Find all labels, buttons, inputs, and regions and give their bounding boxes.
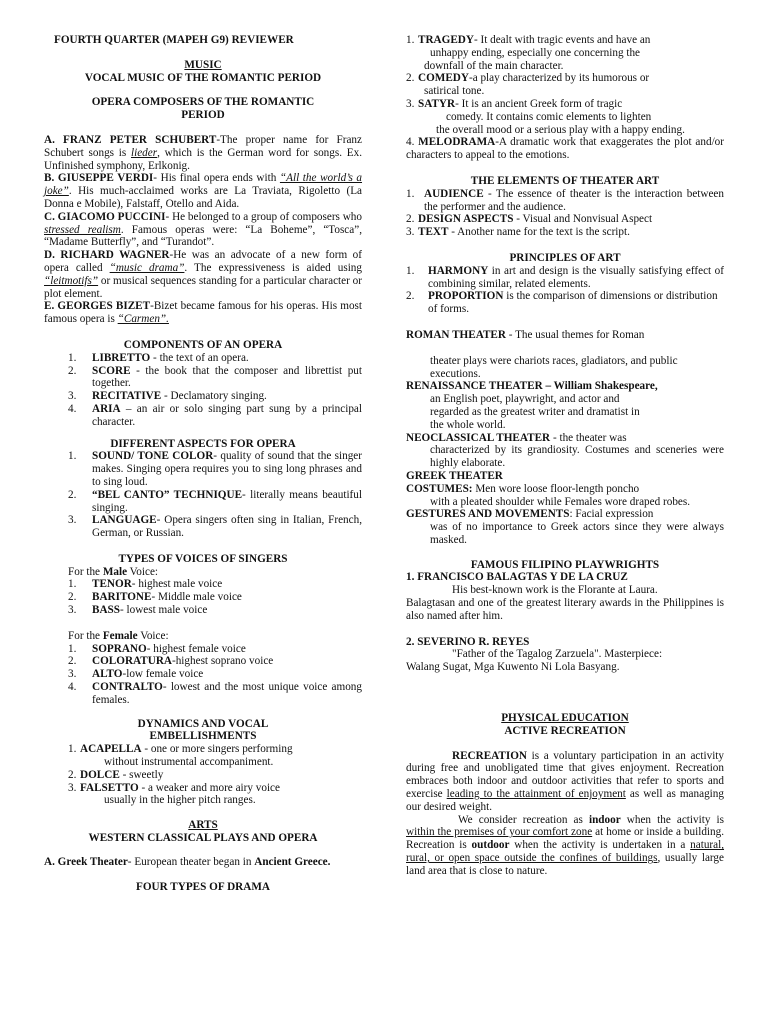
neoclassical-theater-text: characterized by its grandiosity. Costumes and sceneries were highly elaborate. [430, 444, 724, 470]
greek-gestures-text: was of no importance to Greek actors since they were always masked. [430, 521, 724, 546]
playwright-reyes: 2. SEVERINO R. REYES [406, 635, 530, 648]
right-column [406, 34, 724, 878]
drama-item-satyr: 3. SATYR- It is an ancient Greek form of tragic [406, 97, 623, 110]
drama-item-text: unhappy ending, especially one concerning the [430, 46, 641, 59]
dynamics-heading-2: EMBELLISHMENTS [149, 730, 257, 743]
greek-theater-intro: A. Greek Theater- European theater began in Ancient Greece. [44, 855, 331, 868]
opera-composers-heading: OPERA COMPOSERS OF THE ROMANTIC [91, 96, 315, 109]
playwright-reyes-text: "Father of the Tagalog Zarzuela". Masterpiece: [452, 648, 663, 661]
recreation-paragraph-2: We consider recreation as indoor when the activity is within the premises of your comfort zone at home or inside a building. Recreation is outdoor when the activity is undertaken in a natural, rural, or open space outside the confines of buildings, usually large land area that is close to nature. [406, 813, 725, 877]
list-item: 1. SOPRANO- highest female voice [68, 642, 246, 655]
female-voice-label: For the Female Voice: [68, 629, 169, 642]
element-text: 3. TEXT - Another name for the text is the script. [406, 226, 630, 239]
list-item: 3. FALSETTO - a weaker and more airy voice [68, 781, 280, 794]
roman-theater: ROMAN THEATER - The usual themes for Roman [406, 328, 645, 341]
neoclassical-theater: NEOCLASSICAL THEATER - the theater was [406, 431, 627, 444]
composer-bizet: E. GEORGES BIZET-Bizet became famous for his operas. His most famous opera is “Carmen”. [44, 300, 363, 326]
list-item-continuation: usually in the higher pitch ranges. [104, 794, 256, 807]
drama-item-melodrama: 4. MELODRAMA-A dramatic work that exaggerates the plot and/or characters to appeal to the emotions. [406, 136, 724, 162]
list-item: 2. SCORE - the book that the composer and librettist put together. [68, 364, 362, 390]
list-item: 3. LANGUAGE- Opera singers often sing in Italian, French, German, or Russian. [68, 514, 362, 540]
list-item: 2. COLORATURA-highest soprano voice [68, 655, 274, 668]
composer-puccini: C. GIACOMO PUCCINI- He belonged to a group of composers who stressed realism. Famous operas were: “La Boheme”, “Tosca”, “Madame Butterfly”, and “Turandot”. [44, 210, 362, 249]
drama-item-text: satirical tone. [424, 85, 485, 98]
greek-costumes-text: with a pleated shoulder while Females wore draped robes. [430, 495, 691, 508]
document-title: FOURTH QUARTER (MAPEH G9) REVIEWER [54, 34, 294, 46]
components-list [44, 352, 362, 429]
male-voice-label: For the Male Voice: [68, 565, 159, 578]
filipino-heading: FAMOUS FILIPINO PLAYWRIGHTS [470, 558, 660, 571]
principle-harmony: 1. HARMONY in art and design is the visually satisfying effect of combining similar, related elements. [406, 264, 724, 290]
renaissance-theater: RENAISSANCE THEATER – William Shakespeare, [406, 380, 658, 393]
dynamics-heading: DYNAMICS AND VOCAL [137, 717, 269, 730]
renaissance-theater-text: an English poet, playwright, and actor and regarded as the greatest writer and dramatist in the whole world. [430, 393, 640, 431]
aspects-heading: DIFFERENT ASPECTS FOR OPERA [110, 437, 296, 450]
drama-item-text: downfall of the main character. [424, 59, 564, 72]
music-heading: MUSIC [184, 58, 222, 71]
four-types-heading: FOUR TYPES OF DRAMA [136, 880, 270, 893]
playwright-reyes-text-2: Walang Sugat, Mga Kuwento Ni Lola Basyang. [406, 661, 620, 674]
roman-theater-text: theater plays were chariots races, gladiators, and public executions. [430, 354, 678, 380]
list-item: 4. ARIA – an air or solo singing part sung by a principal character. [68, 402, 362, 428]
left-column [44, 34, 362, 893]
recreation-paragraph-1: RECREATION is a voluntary participation in an activity during free and unobligated time that gives enjoyment. Recreation embraces both indoor and outdoor activities that refer to sports and exercise leading to the attainment of enjoyment as well as managing our desired weight. [406, 749, 724, 813]
list-item: 3. ALTO-low female voice [68, 668, 204, 681]
pe-heading: PHYSICAL EDUCATION [501, 712, 629, 725]
list-item: 1. SOUND/ TONE COLOR- quality of sound that the singer makes. Singing opera requires you to sing long phrases and to sing loud. [68, 450, 362, 488]
greek-gestures: GESTURES AND MOVEMENTS: Facial expression [406, 508, 654, 521]
drama-item-tragedy: 1. TRAGEDY- It dealt with tragic events and have an [406, 34, 651, 46]
playwright-balagtas-text-2: Balagtasan and one of the greatest literary awards in the Philippines is also named after him. [406, 597, 724, 622]
list-item: 2. BARITONE- Middle male voice [68, 591, 242, 604]
principles-heading: PRINCIPLES OF ART [509, 251, 621, 264]
list-item: 2. “BEL CANTO” TECHNIQUE- literally means beautiful singing. [68, 488, 362, 514]
playwright-balagtas-text: His best-known work is the Florante at Laura. [452, 584, 658, 597]
opera-composers-heading-2: PERIOD [181, 109, 225, 122]
arts-heading: ARTS [188, 819, 218, 832]
element-audience: 1. AUDIENCE - The essence of theater is the interaction between the performer and the audience. [406, 187, 724, 213]
list-item: 4. CONTRALTO- lowest and the most unique voice among females. [68, 681, 362, 706]
composer-verdi: B. GIUSEPPE VERDI- His final opera ends with “All the world’s a joke”. His much-acclaimed works are La Traviata, Rigoletto (La Donna e Mobile), Falstaff, Otello and Aida. [44, 172, 363, 210]
aspects-list [44, 450, 362, 540]
greek-theater-heading: GREEK THEATER [406, 469, 503, 482]
drama-item-text: the overall mood or a serious play with a happy ending. [436, 123, 685, 136]
active-recreation-heading: ACTIVE RECREATION [504, 724, 626, 737]
vocal-music-heading: VOCAL MUSIC OF THE ROMANTIC PERIOD [84, 71, 322, 84]
list-item: 2. DOLCE - sweetly [68, 768, 164, 781]
list-item: 1. LIBRETTO - the text of an opera. [68, 351, 249, 364]
components-heading: COMPONENTS OF AN OPERA [123, 338, 283, 351]
drama-item-comedy: 2. COMEDY-a play characterized by its humorous or [406, 72, 650, 85]
composer-schubert: A. FRANZ PETER SCHUBERT-The proper name for Franz Schubert songs is lieder, which is the German word for songs. Ex. Unfinished symphony, Erlkonig. [44, 133, 363, 172]
western-plays-heading: WESTERN CLASSICAL PLAYS AND OPERA [88, 832, 318, 845]
drama-item-text: comedy. It contains comic elements to lighten [446, 110, 652, 123]
voices-heading: TYPES OF VOICES OF SINGERS [118, 552, 288, 565]
dynamics-list [44, 743, 362, 807]
female-voice-list [44, 643, 362, 707]
male-voice-list [44, 578, 362, 616]
list-item: 1. ACAPELLA - one or more singers performing [68, 743, 293, 756]
element-design: 2. DESIGN ASPECTS - Visual and Nonvisual Aspect [406, 213, 653, 226]
list-item: 3. RECITATIVE - Declamatory singing. [68, 390, 267, 403]
greek-costumes: COSTUMES: Men wore loose floor-length poncho [406, 482, 640, 495]
composer-wagner: D. RICHARD WAGNER-He was an advocate of a new form of opera called “music drama”. The expressiveness is aided using “leitmotifs” or musical sequences standing for a particular character or plot element. [44, 249, 362, 300]
elements-heading: THE ELEMENTS OF THEATER ART [470, 174, 660, 187]
principle-proportion: 2. PROPORTION is the comparison of dimensions or distribution of forms. [406, 290, 718, 316]
list-item: 1. TENOR- highest male voice [68, 578, 223, 591]
list-item-continuation: without instrumental accompaniment. [104, 756, 274, 769]
list-item: 3. BASS- lowest male voice [68, 604, 208, 617]
playwright-balagtas: 1. FRANCISCO BALAGTAS Y DE LA CRUZ [406, 571, 628, 584]
